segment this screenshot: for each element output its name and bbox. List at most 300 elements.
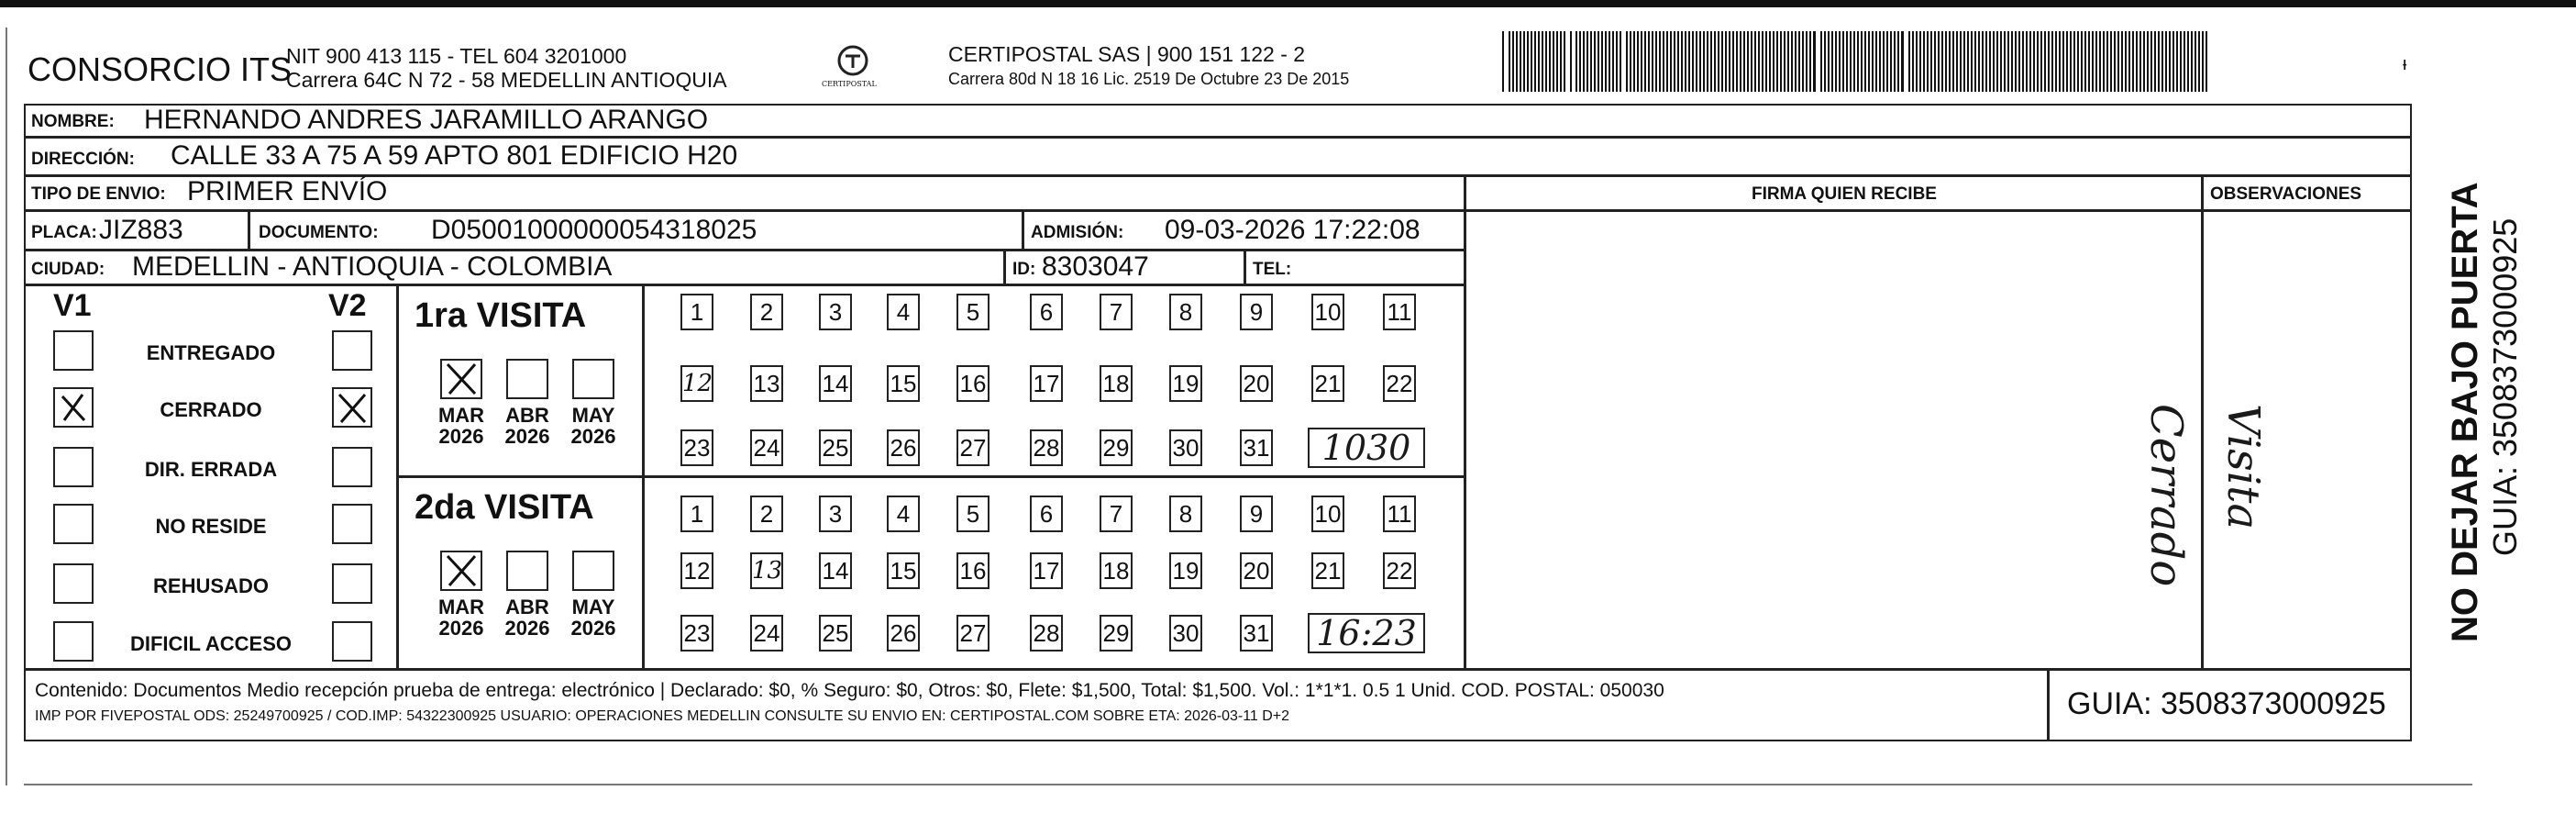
barcode-bar — [1765, 31, 1767, 92]
barcode-bar — [2055, 31, 2057, 92]
barcode-bar — [1861, 31, 1863, 92]
barcode-bar — [1549, 31, 1551, 92]
visit-time-box[interactable]: 16:23 — [1308, 613, 1425, 653]
barcode-bar — [1989, 31, 1991, 92]
barcode-bar — [1564, 31, 1565, 92]
barcode-bar — [1641, 31, 1642, 92]
barcode-bar — [2015, 31, 2017, 92]
barcode-bar — [1527, 31, 1529, 92]
observation-handwriting-cerrado: Cerrado — [2140, 404, 2192, 587]
v2-checkbox[interactable] — [332, 504, 372, 544]
barcode-bar — [1681, 31, 1683, 92]
barcode-bar — [2169, 31, 2171, 92]
status-option-label: CERRADO — [160, 398, 262, 421]
v1-checkbox[interactable] — [53, 330, 94, 371]
day-box[interactable]: 30 — [1169, 615, 1202, 652]
barcode-bar — [2150, 31, 2152, 92]
barcode-bar — [1655, 31, 1657, 92]
barcode-bar — [1663, 31, 1664, 92]
day-box[interactable]: 3 — [819, 294, 852, 330]
day-box[interactable]: 25 — [819, 429, 852, 466]
barcode-bar — [1652, 31, 1653, 92]
barcode-bar — [2132, 31, 2134, 92]
v1-checkbox[interactable] — [53, 504, 94, 544]
barcode-bar — [1732, 31, 1734, 92]
status-option-label: REHUSADO — [153, 574, 269, 597]
month-year: 2026 — [438, 617, 484, 640]
barcode-bar — [2154, 31, 2156, 92]
day-box[interactable]: 27 — [956, 615, 989, 652]
day-box[interactable]: 28 — [1030, 615, 1063, 652]
plate-value: JIZ883 — [99, 215, 183, 245]
day-box[interactable]: 25 — [819, 615, 852, 652]
day-box[interactable]: 22 — [1383, 365, 1416, 402]
month-label — [434, 596, 489, 639]
barcode-bar — [1923, 31, 1925, 92]
id-label: ID: — [1012, 260, 1036, 279]
barcode-bar — [2077, 31, 2079, 92]
barcode-bar — [1941, 31, 1943, 92]
v2-checkbox[interactable] — [332, 621, 372, 662]
side-text — [2412, 0, 2576, 813]
day-box[interactable]: 28 — [1030, 429, 1063, 466]
barcode-bar — [1538, 31, 1540, 92]
day-box[interactable]: 15 — [887, 365, 920, 402]
barcode-bar — [1605, 31, 1607, 92]
barcode-bar — [2121, 31, 2123, 92]
barcode-bar — [2106, 31, 2108, 92]
barcode-bar — [2136, 31, 2138, 92]
month-checkbox[interactable] — [572, 551, 614, 591]
day-box[interactable]: 14 — [819, 365, 852, 402]
month-label — [500, 596, 555, 639]
recipient-address: CALLE 33 A 75 A 59 APTO 801 EDIFICIO H20 — [171, 140, 738, 171]
bottom-line — [24, 784, 2472, 785]
visit-title: 2da VISITA — [415, 488, 594, 527]
barcode-bar — [1616, 31, 1618, 92]
barcode-bar — [1736, 31, 1738, 92]
day-box[interactable]: 6 — [1030, 294, 1063, 330]
barcode-bar — [2099, 31, 2101, 92]
day-box[interactable]: 14 — [819, 552, 852, 589]
barcode-bar — [1949, 31, 1951, 92]
courier-logo — [822, 40, 880, 95]
day-box[interactable]: 1 — [680, 496, 713, 532]
barcode-bar — [1930, 31, 1932, 92]
plate-label: PLACA: — [31, 223, 97, 242]
day-box[interactable]: 29 — [1100, 615, 1133, 652]
v1-checkbox[interactable] — [53, 621, 94, 662]
barcode-bar — [1974, 31, 1976, 92]
barcode-bar — [1560, 31, 1562, 92]
day-box[interactable]: 23 — [680, 429, 713, 466]
id-value: 8303047 — [1042, 251, 1149, 282]
day-box[interactable]: 5 — [956, 294, 989, 330]
barcode-bar — [1945, 31, 1947, 92]
barcode-bar — [2110, 31, 2112, 92]
day-box[interactable]: 20 — [1240, 552, 1273, 589]
day-box[interactable]: 8 — [1169, 294, 1202, 330]
barcode-bar — [1598, 31, 1599, 92]
day-box[interactable]: 5 — [956, 496, 989, 532]
day-box[interactable]: 6 — [1030, 496, 1063, 532]
barcode-bar — [1630, 31, 1631, 92]
barcode-bar — [1938, 31, 1940, 92]
month-year: 2026 — [570, 617, 616, 640]
day-box[interactable]: 10 — [1311, 496, 1344, 532]
barcode-bar — [1963, 31, 1965, 92]
barcode-bar — [1967, 31, 1969, 92]
signature-label: FIRMA QUIEN RECIBE — [1752, 184, 1937, 204]
company-address: Carrera 64C N 72 - 58 MEDELLIN ANTIOQUIA — [286, 68, 727, 92]
barcode-bar — [2048, 31, 2050, 92]
barcode-bar — [2117, 31, 2119, 92]
barcode-bar — [2139, 31, 2141, 92]
day-box[interactable]: 9 — [1240, 496, 1273, 532]
barcode-bar — [2062, 31, 2064, 92]
barcode-bar — [1740, 31, 1741, 92]
v1-checkbox[interactable] — [53, 447, 94, 487]
day-box[interactable]: 24 — [750, 615, 783, 652]
barcode-bar — [1512, 31, 1514, 92]
barcode-bar — [2011, 31, 2013, 92]
barcode-bar — [1842, 31, 1844, 92]
day-box[interactable]: 18 — [1100, 365, 1133, 402]
barcode-bar — [1509, 31, 1510, 92]
day-box[interactable]: 22 — [1383, 552, 1416, 589]
day-box[interactable]: 4 — [887, 294, 920, 330]
barcode-bar — [2029, 31, 2031, 92]
barcode-bar — [1996, 31, 1998, 92]
barcode-bar — [2180, 31, 2182, 92]
barcode-bar — [1648, 31, 1650, 92]
day-box[interactable]: 7 — [1100, 294, 1133, 330]
barcode-bar — [1714, 31, 1716, 92]
month-checkbox[interactable] — [572, 359, 614, 399]
barcode-bar — [1556, 31, 1558, 92]
barcode-bar — [2026, 31, 2028, 92]
barcode-bar — [1912, 31, 1914, 92]
barcode-bar — [1609, 31, 1610, 92]
month-label — [566, 596, 621, 639]
observations-label: OBSERVACIONES — [2210, 184, 2362, 204]
day-box[interactable]: 19 — [1169, 552, 1202, 589]
day-box[interactable]: 10 — [1311, 294, 1344, 330]
month-year: 2026 — [570, 425, 616, 449]
barcode-bar — [1502, 31, 1504, 92]
day-box[interactable]: 13 — [750, 365, 783, 402]
barcode-bar — [1725, 31, 1727, 92]
barcode-bar — [1692, 31, 1694, 92]
company-name: CONSORCIO ITS — [28, 50, 293, 88]
barcode-bar — [1798, 31, 1800, 92]
month-checkbox[interactable] — [440, 359, 482, 399]
company-nit: NIT 900 413 115 - TEL 604 3201000 — [286, 44, 627, 68]
barcode-bar — [2125, 31, 2127, 92]
day-box[interactable]: 19 — [1169, 365, 1202, 402]
status-option-label: ENTREGADO — [146, 341, 276, 364]
month-year: 2026 — [504, 617, 550, 640]
day-box[interactable]: 26 — [887, 615, 920, 652]
document-value: D05001000000054318025 — [431, 215, 757, 245]
barcode-bar — [2018, 31, 2020, 92]
barcode-bar — [1982, 31, 1984, 92]
day-box[interactable]: 21 — [1311, 365, 1344, 402]
day-box[interactable]: 11 — [1383, 294, 1416, 330]
day-box[interactable]: 2 — [750, 294, 783, 330]
document-label: DOCUMENTO: — [259, 223, 379, 242]
month-label — [500, 405, 555, 447]
status-option-label: NO RESIDE — [155, 515, 267, 538]
barcode-bar — [1927, 31, 1929, 92]
barcode-bar — [2114, 31, 2116, 92]
barcode-bar — [2191, 31, 2193, 92]
barcode-bar — [1590, 31, 1592, 92]
barcode-bar — [2095, 31, 2097, 92]
barcode-bar — [1901, 31, 1904, 92]
barcode-bar — [2073, 31, 2075, 92]
barcode-bar — [2007, 31, 2009, 92]
barcode-bar — [1710, 31, 1712, 92]
barcode-bar — [1806, 31, 1808, 92]
day-box[interactable]: 4 — [887, 496, 920, 532]
barcode-bar — [1993, 31, 1995, 92]
day-box[interactable]: 12 — [680, 365, 713, 402]
barcode-bar — [1886, 31, 1888, 92]
barcode-bar — [1637, 31, 1639, 92]
name-label: NOMBRE: — [31, 112, 115, 131]
barcode-bar — [1850, 31, 1852, 92]
barcode-bar — [1721, 31, 1723, 92]
barcode-bar — [2084, 31, 2086, 92]
month-label — [566, 405, 621, 447]
v2-checkbox[interactable] — [332, 447, 372, 487]
barcode-bar — [2088, 31, 2090, 92]
mark: ᵼ — [2403, 54, 2407, 74]
day-box[interactable]: 16 — [956, 365, 989, 402]
barcode-bar — [1820, 31, 1822, 92]
day-box[interactable]: 21 — [1311, 552, 1344, 589]
month-name: ABR — [505, 596, 549, 618]
barcode-bar — [2051, 31, 2053, 92]
city-label: CIUDAD: — [31, 260, 105, 279]
barcode-bar — [2187, 31, 2189, 92]
v2-checkbox[interactable] — [332, 563, 372, 604]
barcode-bar — [1802, 31, 1804, 92]
day-box[interactable]: 16 — [956, 552, 989, 589]
barcode-bar — [2202, 31, 2204, 92]
barcode-bar — [1952, 31, 1954, 92]
shipping-type-label: TIPO DE ENVIO: — [31, 184, 166, 204]
day-box[interactable]: 26 — [887, 429, 920, 466]
barcode-bar — [1696, 31, 1697, 92]
barcode-bar — [2004, 31, 2006, 92]
barcode-bar — [2147, 31, 2149, 92]
barcode-bar — [1890, 31, 1892, 92]
barcode-bar — [1784, 31, 1786, 92]
side-warning: NO DEJAR BAJO PUERTA — [2445, 182, 2485, 642]
v2-checkbox[interactable] — [332, 330, 372, 371]
day-box[interactable]: 27 — [956, 429, 989, 466]
barcode-bar — [1594, 31, 1596, 92]
barcode — [1502, 31, 2210, 92]
barcode-bar — [1751, 31, 1752, 92]
day-box[interactable]: 13 — [750, 552, 783, 589]
barcode-bar — [1828, 31, 1830, 92]
barcode-bar — [1776, 31, 1778, 92]
day-box[interactable]: 12 — [680, 552, 713, 589]
barcode-bar — [1762, 31, 1763, 92]
barcode-bar — [1864, 31, 1866, 92]
month-checkbox[interactable] — [506, 551, 548, 591]
visit-title: 1ra VISITA — [415, 296, 587, 335]
day-box[interactable]: 3 — [819, 496, 852, 532]
barcode-bar — [1542, 31, 1543, 92]
barcode-bar — [1853, 31, 1855, 92]
tel-label: TEL: — [1253, 260, 1292, 279]
barcode-bar — [1978, 31, 1980, 92]
barcode-bar — [2184, 31, 2185, 92]
v2-label: V2 — [328, 288, 367, 323]
barcode-bar — [1769, 31, 1771, 92]
barcode-bar — [1520, 31, 1521, 92]
v1-checkbox[interactable] — [53, 387, 94, 428]
barcode-bar — [1791, 31, 1793, 92]
barcode-bar — [1897, 31, 1899, 92]
month-checkbox[interactable] — [440, 551, 482, 591]
day-box[interactable]: 9 — [1240, 294, 1273, 330]
barcode-bar — [1971, 31, 1973, 92]
barcode-bar — [2040, 31, 2042, 92]
barcode-bar — [1839, 31, 1841, 92]
day-box[interactable]: 30 — [1169, 429, 1202, 466]
day-box[interactable]: 7 — [1100, 496, 1133, 532]
barcode-bar — [1754, 31, 1756, 92]
barcode-bar — [1879, 31, 1881, 92]
barcode-bar — [1703, 31, 1705, 92]
barcode-bar — [1553, 31, 1554, 92]
barcode-bar — [2158, 31, 2160, 92]
observation-handwriting-visita: Visita — [2217, 404, 2269, 530]
day-box[interactable]: 8 — [1169, 496, 1202, 532]
barcode-bar — [2000, 31, 2002, 92]
barcode-bar — [2198, 31, 2200, 92]
barcode-bar — [1666, 31, 1668, 92]
address-label: DIRECCIÓN: — [31, 150, 135, 169]
month-year: 2026 — [438, 425, 484, 449]
barcode-bar — [1729, 31, 1730, 92]
shipping-type: PRIMER ENVÍO — [187, 176, 388, 206]
barcode-bar — [2022, 31, 2024, 92]
barcode-bar — [1780, 31, 1782, 92]
barcode-bar — [1846, 31, 1848, 92]
day-box[interactable]: 17 — [1030, 365, 1063, 402]
day-box[interactable]: 31 — [1240, 429, 1273, 466]
day-box[interactable]: 18 — [1100, 552, 1133, 589]
barcode-bar — [1908, 31, 1910, 92]
status-option-label: DIR. ERRADA — [144, 458, 278, 481]
status-option-label: DIFICIL ACCESO — [129, 632, 292, 655]
barcode-bar — [2206, 31, 2207, 92]
barcode-bar — [1579, 31, 1581, 92]
day-box[interactable]: 17 — [1030, 552, 1063, 589]
barcode-bar — [1835, 31, 1837, 92]
day-box[interactable]: 1 — [680, 294, 713, 330]
barcode-bar — [2037, 31, 2039, 92]
barcode-bar — [1659, 31, 1661, 92]
v1-checkbox[interactable] — [53, 563, 94, 604]
barcode-bar — [1699, 31, 1701, 92]
barcode-bar — [1644, 31, 1646, 92]
day-box[interactable]: 31 — [1240, 615, 1273, 652]
barcode-bar — [2070, 31, 2072, 92]
barcode-bar — [1677, 31, 1679, 92]
barcode-bar — [2033, 31, 2035, 92]
month-year: 2026 — [504, 425, 550, 449]
barcode-bar — [2059, 31, 2061, 92]
barcode-bar — [1956, 31, 1958, 92]
day-box[interactable]: 11 — [1383, 496, 1416, 532]
admission-value: 09-03-2026 17:22:08 — [1165, 215, 1421, 245]
day-box[interactable]: 24 — [750, 429, 783, 466]
barcode-bar — [1813, 31, 1816, 92]
barcode-bar — [1747, 31, 1749, 92]
barcode-bar — [2165, 31, 2167, 92]
barcode-bar — [1626, 31, 1628, 92]
barcode-bar — [1583, 31, 1585, 92]
visit-time-box[interactable]: 1030 — [1308, 428, 1425, 468]
barcode-bar — [1883, 31, 1885, 92]
barcode-bar — [2195, 31, 2196, 92]
barcode-bar — [1707, 31, 1708, 92]
barcode-bar — [2103, 31, 2105, 92]
month-checkbox[interactable] — [506, 359, 548, 399]
barcode-bar — [1587, 31, 1588, 92]
day-box[interactable]: 23 — [680, 615, 713, 652]
barcode-bar — [1688, 31, 1690, 92]
barcode-bar — [1831, 31, 1833, 92]
month-label — [434, 405, 489, 447]
day-box[interactable]: 15 — [887, 552, 920, 589]
barcode-bar — [1875, 31, 1877, 92]
barcode-bar — [1575, 31, 1577, 92]
footer-imp: IMP POR FIVEPOSTAL ODS: 25249700925 / COD.IMP: 54322300925 USUARIO: OPERACIONES MEDELLIN CONSULTE SU ENVIO EN: CERTIPOSTAL.COM SOBRE ETA: 2026-03-11 D+2 — [35, 708, 1290, 724]
barcode-bar — [1743, 31, 1745, 92]
barcode-bar — [1718, 31, 1719, 92]
top-border — [0, 0, 2576, 7]
barcode-bar — [1670, 31, 1672, 92]
barcode-bar — [2081, 31, 2083, 92]
day-box[interactable]: 20 — [1240, 365, 1273, 402]
barcode-bar — [1545, 31, 1547, 92]
barcode-bar — [1934, 31, 1936, 92]
barcode-bar — [1960, 31, 1962, 92]
barcode-bar — [1795, 31, 1797, 92]
barcode-bar — [1620, 31, 1621, 92]
barcode-bar — [2172, 31, 2174, 92]
barcode-bar — [1894, 31, 1896, 92]
v2-checkbox[interactable] — [332, 387, 372, 428]
month-name: MAR — [437, 596, 485, 618]
barcode-bar — [1685, 31, 1686, 92]
courier-address: Carrera 80d N 18 16 Lic. 2519 De Octubre 23 De 2015 — [948, 70, 1350, 88]
barcode-bar — [2176, 31, 2178, 92]
month-name: MAY — [571, 596, 615, 618]
barcode-bar — [2143, 31, 2145, 92]
barcode-bar — [1985, 31, 1987, 92]
day-box[interactable]: 2 — [750, 496, 783, 532]
day-box[interactable]: 29 — [1100, 429, 1133, 466]
